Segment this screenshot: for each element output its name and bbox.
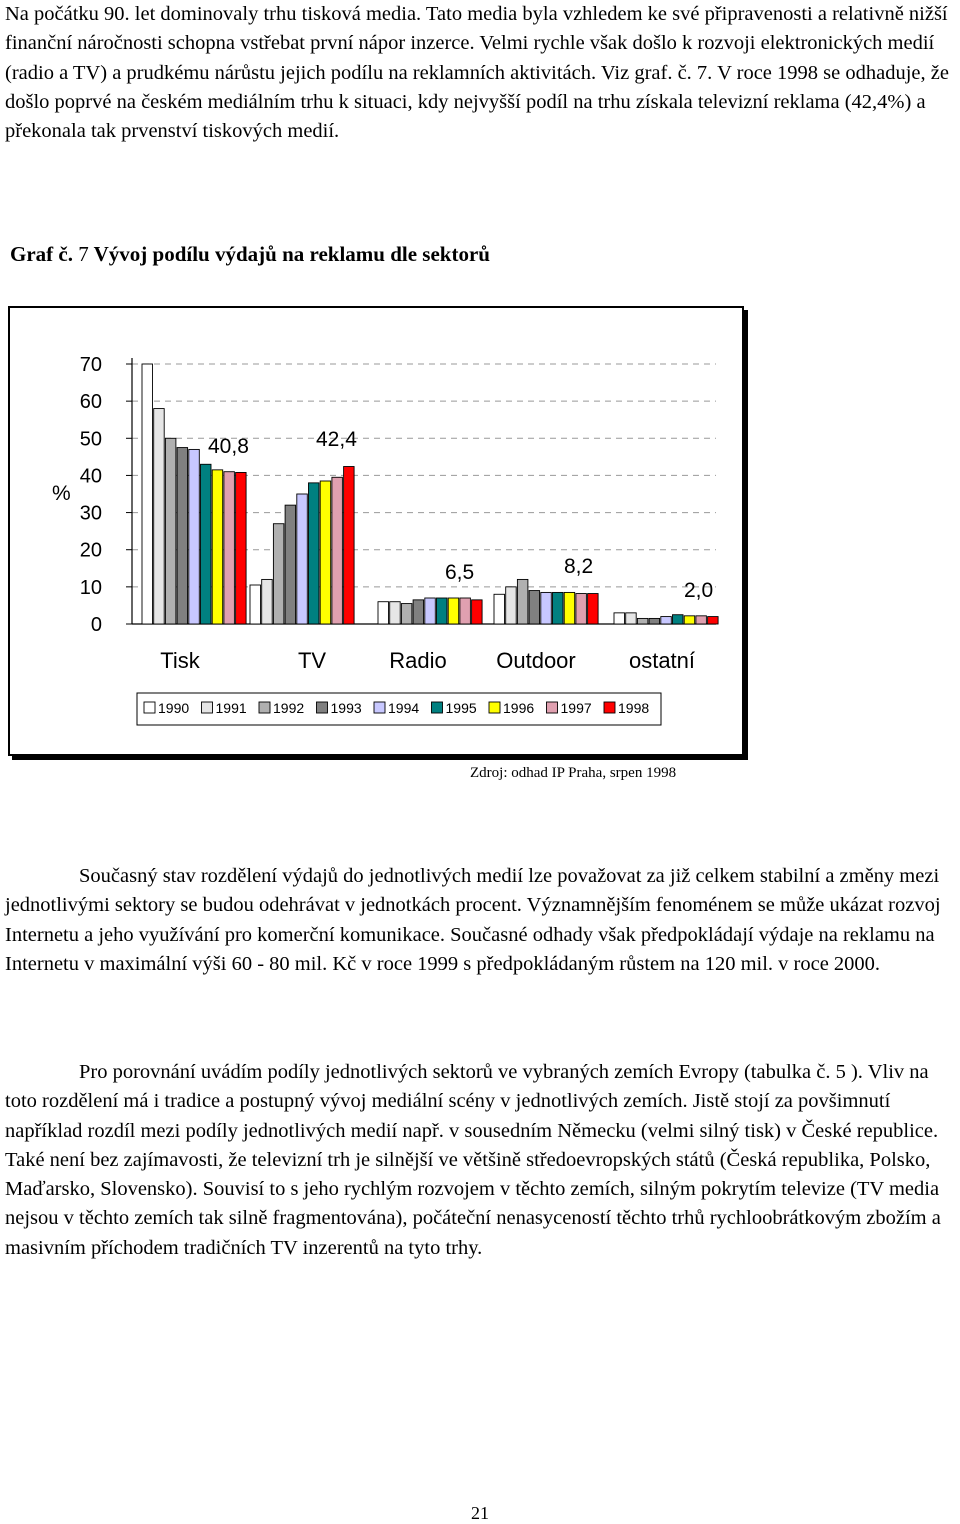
bar <box>401 604 412 624</box>
bar <box>472 600 483 624</box>
bar <box>696 616 707 624</box>
legend-swatch <box>374 702 385 713</box>
page-number: 21 <box>471 1503 489 1523</box>
bar <box>684 616 695 624</box>
category-label: Outdoor <box>496 648 576 673</box>
legend-swatch <box>202 702 213 713</box>
legend-label: 1998 <box>618 700 650 716</box>
bar <box>541 592 552 624</box>
bar <box>437 598 448 624</box>
y-tick-label: 40 <box>79 465 102 488</box>
y-tick-label: 20 <box>79 539 102 562</box>
current-state-text: Současný stav rozdělení výdajů do jednotlivých medií lze považovat za již celkem stabilní a změny mezi jednotlivými sektory se budou odehrávat v jednotkách procent. Významnějším fenoménem se může ukázat rozvoj Internetu a jeho využívání pro komerční komunikace. Současné odhady však předpokládají výdaje na reklamu na Internetu v maximální výši 60 - 80 mil. Kč v roce 1999 s předpokládaným růstem na 120 mil. v roce 2000. <box>5 865 941 975</box>
bar <box>494 594 505 624</box>
data-label: 40,8 <box>208 435 249 458</box>
bar <box>177 448 188 624</box>
bar <box>273 524 284 624</box>
bar <box>460 598 471 624</box>
graph-caption-prefix: Graf č. <box>10 242 73 266</box>
y-tick-label: 0 <box>90 614 102 636</box>
bar <box>529 591 540 624</box>
bar <box>708 617 719 624</box>
legend-label: 1996 <box>503 700 535 716</box>
data-label: 6,5 <box>445 561 475 584</box>
bar <box>285 505 296 624</box>
legend-swatch <box>432 702 443 713</box>
bar <box>212 470 223 624</box>
bar <box>626 613 637 624</box>
y-axis-label: % <box>52 482 71 505</box>
legend-label: 1992 <box>273 700 305 716</box>
intro-paragraph: Na počátku 90. let dominovaly trhu tisková media. Tato media byla vzhledem ke své připravenosti a relativně nižší finanční náročnosti schopna vstřebat první nápor inzerce. Velmi rychle však došlo k rozvoji elektronických medií (radio a TV) a prudkému nárůstu jejich podílu na reklamních aktivitách. Viz graf. č. 7. V roce 1998 se odhaduje, že došlo poprvé na českém mediálním trhu k situaci, kdy nejvyšší podíl na trhu získala televizní reklama (42,4%) a překonala tak prvenství tiskových medií. <box>5 3 949 143</box>
bar <box>378 602 389 624</box>
bar <box>649 618 660 624</box>
legend-swatch <box>547 702 558 713</box>
bar <box>448 598 459 624</box>
bar <box>413 600 424 624</box>
bar <box>320 481 331 624</box>
bar <box>250 585 261 624</box>
bar <box>236 472 247 624</box>
bar <box>142 364 153 624</box>
bar <box>189 449 200 624</box>
legend-label: 1997 <box>560 700 592 716</box>
comparison-paragraph <box>5 1058 953 1263</box>
graph-caption <box>10 242 490 267</box>
bar <box>576 594 587 624</box>
legend-label: 1993 <box>330 700 362 716</box>
legend-swatch <box>317 702 328 713</box>
bar <box>661 617 672 624</box>
y-tick-label: 10 <box>79 576 102 599</box>
bar <box>553 592 564 624</box>
bar <box>154 409 165 624</box>
graph-caption-number: 7 <box>72 242 89 266</box>
y-tick-label: 30 <box>79 502 102 525</box>
y-tick-label: 70 <box>79 354 102 376</box>
legend-swatch <box>259 702 270 713</box>
bar <box>332 477 343 624</box>
data-label: 42,4 <box>316 428 357 451</box>
legend-label: 1994 <box>388 700 420 716</box>
bar-chart <box>10 308 742 754</box>
bar <box>390 602 401 624</box>
chart-frame <box>8 306 744 756</box>
bar <box>297 494 308 624</box>
bar <box>614 613 625 624</box>
legend-swatch <box>144 702 155 713</box>
source-note: Zdroj: odhad IP Praha, srpen 1998 <box>470 765 677 781</box>
data-label: 8,2 <box>564 555 594 578</box>
legend-swatch <box>604 702 615 713</box>
bar <box>588 594 599 624</box>
y-tick-label: 60 <box>79 391 102 414</box>
bar <box>564 592 575 624</box>
bar <box>201 464 212 624</box>
graph-caption-title: Vývoj podílu výdajů na reklamu dle sektorů <box>88 242 490 266</box>
category-label: ostatní <box>628 648 696 673</box>
bar <box>517 579 528 624</box>
legend-label: 1995 <box>445 700 477 716</box>
category-label: Tisk <box>160 648 200 673</box>
category-label: Radio <box>389 648 447 673</box>
comparison-text: Pro porovnání uvádím podíly jednotlivých sektorů ve vybraných zemích Evropy (tabulka č. 5 ). Vliv na toto rozdělení má i tradice a postupný vývoj mediální scény v jednotlivých zemích. Jistě stojí za povšimnutí například rozdíl mezi podíly jednotlivých medií např. v sousedním Německu (velmi silný tisk) v České republice. Také není bez zajímavosti, že televizní trh je silnější ve většině středoevropských států (Česká republika, Polsko, Maďarsko, Slovensko). Souvisí to s jeho rychlým rozvojem v těchto zemích, silným pokrytím televize (TV media nejsou v těchto zemích tak silně fragmentována), počáteční nenasyceností těchto trhů rychloobrátkovým zbožím a masivním příchodem tradičních TV inzerentů na tyto trhy. <box>5 1061 941 1259</box>
bar <box>637 618 648 624</box>
bar <box>165 438 176 624</box>
legend-label: 1990 <box>158 700 190 716</box>
bar <box>309 483 320 624</box>
y-tick-label: 50 <box>79 428 102 451</box>
category-label: TV <box>297 648 327 673</box>
legend-label: 1991 <box>215 700 247 716</box>
bar <box>506 587 517 624</box>
bar <box>673 615 684 624</box>
bar <box>425 598 436 624</box>
bar <box>344 467 355 624</box>
current-state-paragraph <box>5 862 953 979</box>
bar <box>224 472 235 624</box>
data-label: 2,0 <box>684 579 714 602</box>
bar <box>262 579 273 624</box>
legend-swatch <box>489 702 500 713</box>
